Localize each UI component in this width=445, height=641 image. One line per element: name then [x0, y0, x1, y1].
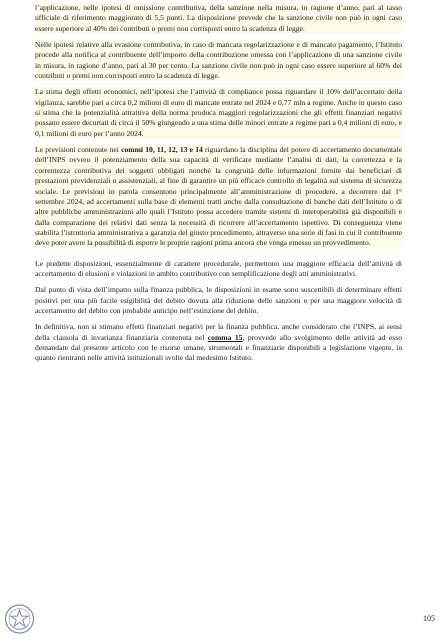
paragraph-predette-disposizioni [35, 259, 402, 280]
page-number: 105 [423, 614, 435, 623]
paragraph-bold-underlined-ref: comma 15 [207, 332, 243, 342]
paragraph-text: l’applicazione, nelle ipotesi di omissione contributiva, della sanzione nella misura, in ragione d’anno, pari al tasso ufficiale di riferimento maggiorato di 5,5 punti. La disposizione prevede che la sanzione civile non può in ogni caso essere superiore al 40% dei contributi o premi non corrisposti entro la scadenza di legge. [35, 3, 402, 33]
paragraph-text: Le predette disposizioni, essenzialmente di carattere procedurale, permettono una maggiore efficacia dell’attività di accertamento di elusioni e violazioni in ambito contributivo con semplificazione degli atti amministrativi. [35, 258, 402, 278]
paragraph-commi-10-14 [35, 145, 402, 248]
paragraph-text: Le previsioni contenute nei [35, 145, 122, 155]
document-page [35, 0, 443, 641]
paragraph-text: La stima degli effetti economici, nell’ipotesi che l’attività di compliance possa riguardare il 10% dell’accertato della vigilanza, sarebbe pari a circa 0,2 milioni di euro di mancate entrate nel 2024 e 0,77 mln a regime. Anche in questo caso si stima che la potenzialità attrattiva della norma produca maggiori regolarizzazioni che gli effetti finanziari negativi possano essere decurtati di circa il 50% giungendo a una stima delle minori entrate a regime pari a 0,4 milioni di euro, e 0,1 milioni di euro per l’anno 2024. [35, 87, 402, 138]
paragraph-text: In definitiva, non si stimano effetti finanziari negativi per la finanza pubblica, anche considerato che l’INPS, ai sensi della clausola di invarianza finanziaria contenuta nel [35, 322, 402, 342]
paragraph-text: , provvede allo svolgimento delle attività ad esso demandate dal presente articolo con le risorse umane, strumentali e finanziarie disponibili a legislazione vigente, in quanto rientranti nelle attività istituzionali svolte dal medesimo Istituto. [35, 332, 402, 363]
paragraph-impatto-finanza [35, 285, 402, 316]
paragraph-stima-effetti [35, 87, 402, 139]
paragraph-text: Dal punto di vista dell’impatto sulla finanza pubblica, le disposizioni in esame sono suscettibili di determinare effetti positivi per una più facile esigibilità del debito dovuta alla riduzione delle sanzioni e per una maggiore velocità di accertamento del debito con probabile anticipo nell’estinzione del debito. [35, 285, 402, 315]
paragraph-text: Nelle ipotesi relative alla evasione contributiva, in caso di mancata regolarizzazione e di mancato pagamento, l’Istituto procede alla notifica al contribuente dell’importo della contribuzione omessa con l’applicazione di una sanzione civile in misura, in ragione d’anno, pari al 30 per cento. La sanzione civile non può in ogni caso essere superiore al 60% dei contributi o premi non corrisposti entro la scadenza di legge. [35, 40, 402, 81]
republic-emblem-icon [4, 603, 35, 635]
paragraph-evasione [35, 40, 402, 81]
paragraph-omissione [35, 3, 402, 34]
document-body [35, 0, 402, 364]
paragraph-text: riguardano la disciplina del potere di accertamento documentale dell’INPS ovvero il potenziamento della sua capacità di verificare mediante l’analisi di dati, la correttezza e la correntezza contributiva dei soggetti obbligati nonché la congruità delle informazioni fornite dai beneficiari di prestazioni previdenziali o assistenziali, al fine di garantire un più efficace controllo di legalità sul sistema di sicurezza sociale. Le previsioni in parola consentono principalmente all’amministrazione di procedere, a decorrere dal 1° settembre 2024, ad accertamenti sulla base di elementi tratti anche dalla consultazione di banche dati dell’Istituto o di altre pubbliche amministrazioni alle quali l’Istituto possa accedere tramite sistemi di interoperabilità già disponibili e dalla comparazione dei relativi dati senza la necessità di ricorrere all’accertamento ispettivo. Di conseguenza viene stabilita l’istruttoria amministrativa a garanzia del giusto procedimento, attraverso una serie di fasi in cui il contribuente deve poter avere la possibilità di esporre le proprie ragioni prima ancora che venga emesso un provvedimento. [35, 145, 402, 248]
paragraph-in-definitiva [35, 322, 402, 363]
paragraph-bold-ref: commi 10, 11, 12, 13 e 14 [121, 145, 203, 155]
